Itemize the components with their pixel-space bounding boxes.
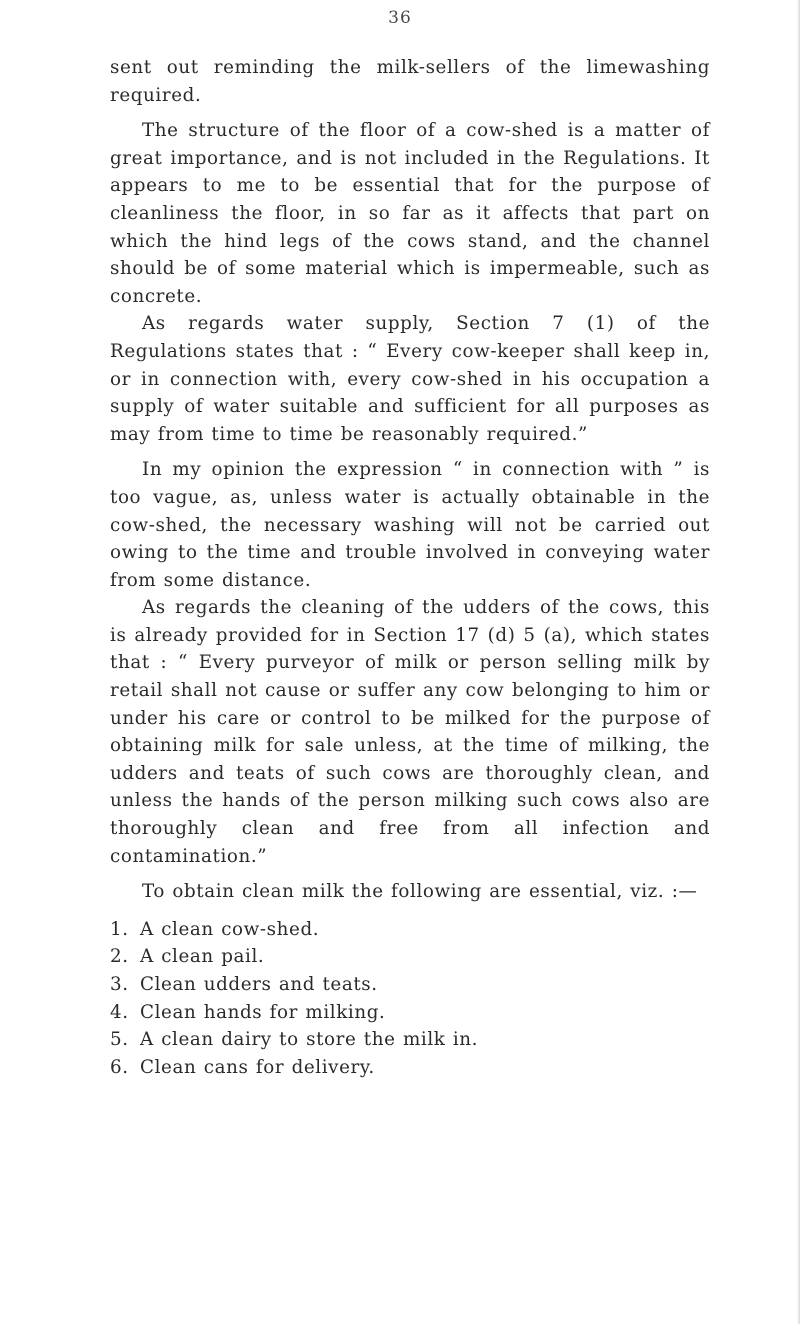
list-item-number: 4. bbox=[110, 1001, 129, 1023]
list-item-text: Clean hands for milking. bbox=[140, 1001, 386, 1023]
list-item bbox=[110, 943, 710, 971]
list-item bbox=[110, 1054, 710, 1082]
list-item-number: 3. bbox=[110, 974, 129, 995]
paragraph-floor-structure: The structure of the floor of a cow-shed is a matter of great importance, and is not included in the Regulations. It appears to me to be essential that for the purpose of cleanliness the floor, in so far as it affects that part on which the hind legs of the cows stand, and the channel should be of some material which is impermeable, such as concrete. bbox=[110, 120, 710, 307]
list-item bbox=[110, 916, 710, 944]
list-item bbox=[110, 971, 710, 999]
list-item-number: 2. bbox=[110, 946, 129, 968]
paragraph-udders: As regards the cleaning of the udders of the cows, this is already provided for in Section 17 (d) 5 (a), which states that : “ Every purveyor of milk or person selling milk by retail shall not cause or suffer any cow belonging to him or under his care or control to be milked for the purpose of obtaining milk for sale unless, at the time of milking, the udders and teats of such cows are thoroughly clean, and unless the hands of the person milking such cows also are thoroughly clean and free from all infection and contamination.” bbox=[110, 597, 710, 867]
list-item-number: 6. bbox=[110, 1056, 129, 1078]
paragraph-essentials-intro: To obtain clean milk the following are essential, viz. :— bbox=[142, 881, 698, 903]
paragraph-continuation: sent out reminding the milk-sellers of the limewashing required. bbox=[110, 57, 710, 106]
essentials-list bbox=[110, 916, 710, 1082]
paragraph-water-supply: As regards water supply, Section 7 (1) of the Regulations states that : “ Every cow-keeper shall keep in, or in connection with, every cow-shed in his occupation a supply of water suitable and sufficient for all purposes as may from time to time be reasonably required.” bbox=[110, 313, 710, 445]
list-item-text: Clean cans for delivery. bbox=[140, 1056, 375, 1078]
list-item-text: A clean dairy to store the milk in. bbox=[140, 1029, 479, 1051]
page-number: 36 bbox=[388, 8, 412, 28]
paragraph-opinion: In my opinion the expression “ in connection with ” is too vague, as, unless water is actually obtainable in the cow-shed, the necessary washing will not be carried out owing to the time and trouble involved in conveying water from some distance. bbox=[110, 459, 710, 591]
list-item-text: Clean udders and teats. bbox=[140, 974, 378, 995]
list-item bbox=[110, 999, 710, 1027]
list-item-number: 1. bbox=[110, 918, 129, 940]
list-item-number: 5. bbox=[110, 1029, 129, 1051]
body-text bbox=[110, 54, 710, 1081]
list-item bbox=[110, 1026, 710, 1054]
list-item-text: A clean pail. bbox=[140, 946, 265, 968]
list-item-text: A clean cow-shed. bbox=[140, 918, 320, 940]
